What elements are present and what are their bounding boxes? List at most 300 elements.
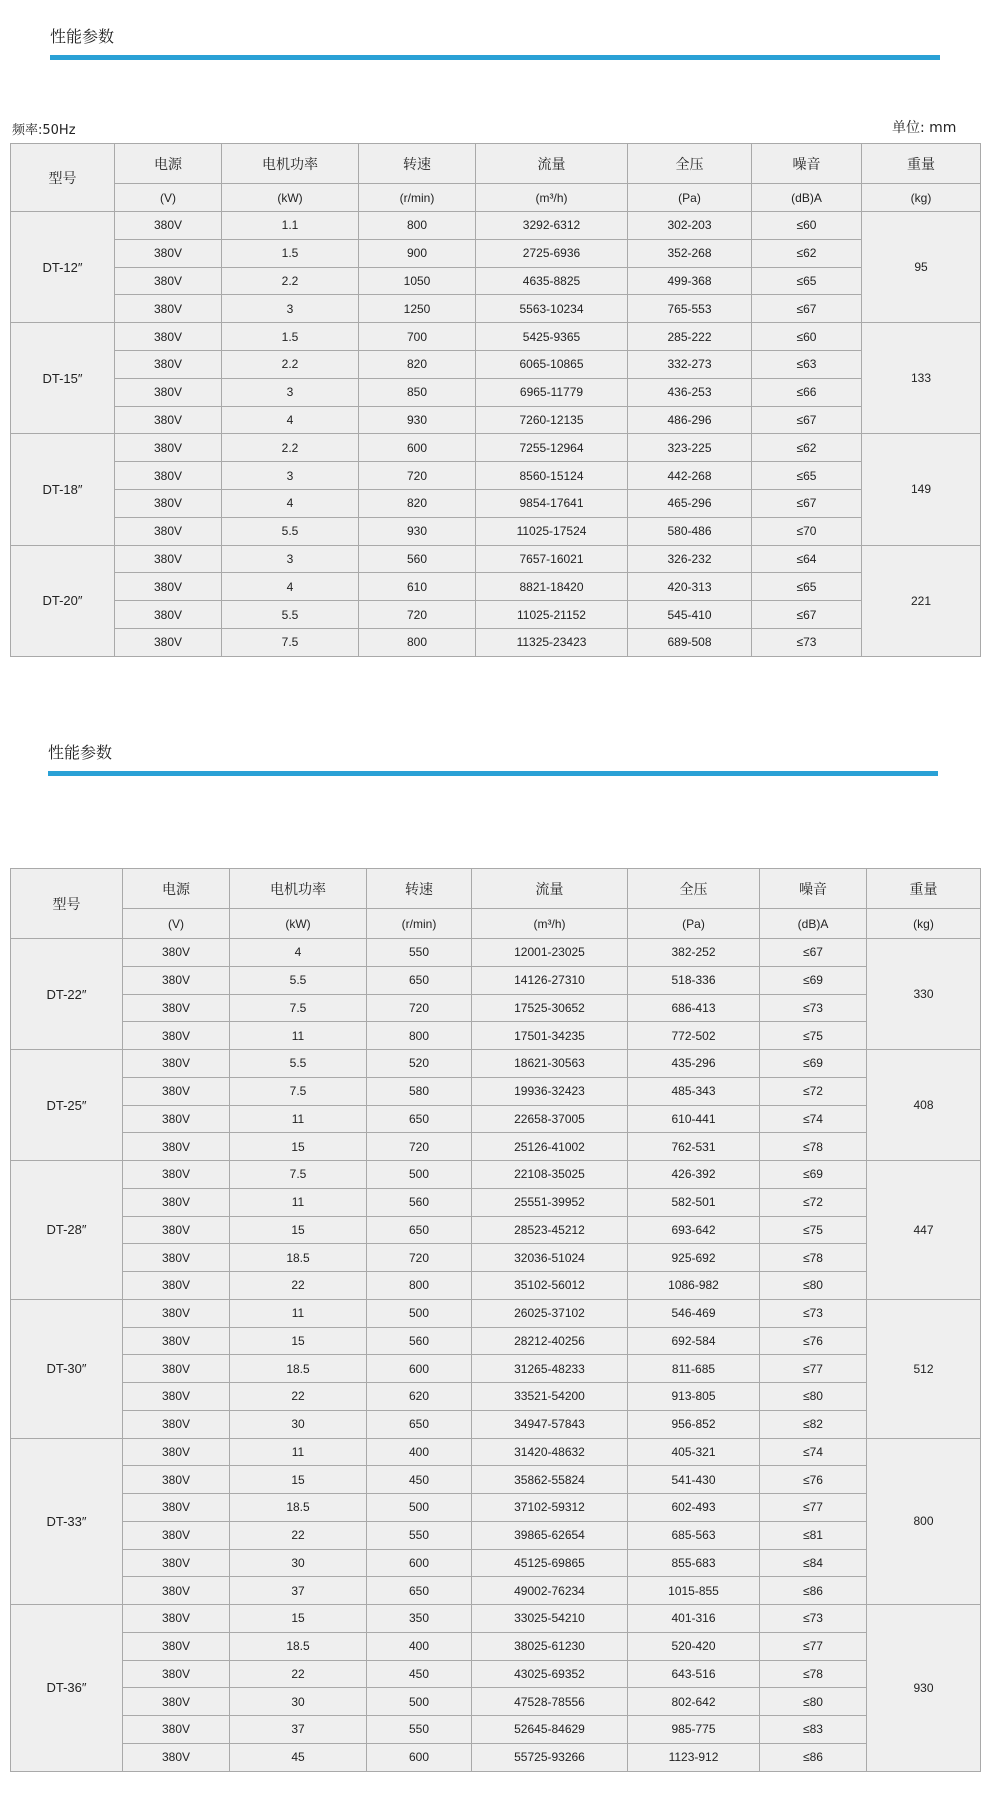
table-cell: 7255-12964 (476, 434, 628, 462)
table-cell: 31420-48632 (472, 1438, 628, 1466)
table-cell: 800 (367, 1022, 472, 1050)
table-cell: 620 (367, 1383, 472, 1411)
section-title-1: 性能参数 (50, 27, 115, 46)
frequency-label: 频率:50Hz (12, 123, 76, 138)
table-cell: 602-493 (628, 1494, 760, 1522)
table-cell: 541-430 (628, 1466, 760, 1494)
section-title-2: 性能参数 (48, 743, 113, 762)
table-cell: 380V (123, 1716, 230, 1744)
table-cell: 31265-48233 (472, 1355, 628, 1383)
table-row (11, 1743, 981, 1771)
table-units-row (11, 909, 981, 939)
header-model: 型号 (11, 869, 123, 939)
header-unit: (Pa) (628, 184, 752, 212)
table-cell: ≤67 (752, 295, 862, 323)
model-cell: DT-22″ (11, 939, 123, 1050)
table-row (11, 1466, 981, 1494)
table-cell: 1086-982 (628, 1272, 760, 1300)
table-cell: 485-343 (628, 1077, 760, 1105)
table-cell: 465-296 (628, 489, 752, 517)
table-row (11, 939, 981, 967)
table-cell: 3292-6312 (476, 212, 628, 240)
table-cell: ≤80 (760, 1383, 867, 1411)
table-cell: 30 (230, 1688, 367, 1716)
header-column: 转速 (359, 144, 476, 184)
table-cell: 560 (367, 1327, 472, 1355)
table-row (11, 1383, 981, 1411)
table-cell: 47528-78556 (472, 1688, 628, 1716)
table-cell: 380V (123, 1244, 230, 1272)
table-cell: 900 (359, 239, 476, 267)
table-cell: 352-268 (628, 239, 752, 267)
table-row (11, 1355, 981, 1383)
table-cell: ≤73 (752, 628, 862, 656)
table-cell: 52645-84629 (472, 1716, 628, 1744)
table-cell: 442-268 (628, 462, 752, 490)
table-row (11, 628, 981, 656)
table-cell: 500 (367, 1161, 472, 1189)
table-cell: 14126-27310 (472, 966, 628, 994)
table-row (11, 1688, 981, 1716)
header-unit: (m³/h) (472, 909, 628, 939)
header-unit: (V) (123, 909, 230, 939)
table-cell: 436-253 (628, 378, 752, 406)
table-cell: 9854-17641 (476, 489, 628, 517)
table-cell: 18.5 (230, 1355, 367, 1383)
table-cell: 4 (222, 406, 359, 434)
table-cell: 5425-9365 (476, 323, 628, 351)
table-cell: 7.5 (230, 1077, 367, 1105)
table-cell: 2.2 (222, 267, 359, 295)
table-row (11, 1438, 981, 1466)
table-cell: 720 (367, 994, 472, 1022)
table-cell: 380V (123, 1688, 230, 1716)
table-cell: 30 (230, 1549, 367, 1577)
table-cell: 15 (230, 1466, 367, 1494)
table-cell: 380V (123, 1188, 230, 1216)
table-cell: 930 (359, 406, 476, 434)
table-cell: 15 (230, 1216, 367, 1244)
table-row (11, 462, 981, 490)
weight-cell: 221 (862, 545, 981, 656)
table-cell: 380V (115, 406, 222, 434)
table-cell: 18.5 (230, 1494, 367, 1522)
weight-cell: 133 (862, 323, 981, 434)
table-cell: 8821-18420 (476, 573, 628, 601)
table-cell: 332-273 (628, 350, 752, 378)
table-cell: ≤80 (760, 1688, 867, 1716)
table-cell: 405-321 (628, 1438, 760, 1466)
table-row (11, 1161, 981, 1189)
table-cell: ≤65 (752, 267, 862, 295)
header-model: 型号 (11, 144, 115, 212)
table-cell: 380V (115, 239, 222, 267)
model-cell: DT-36″ (11, 1605, 123, 1772)
table-cell: 37 (230, 1716, 367, 1744)
table-cell: 380V (123, 1133, 230, 1161)
table-cell: 11025-17524 (476, 517, 628, 545)
table-cell: ≤60 (752, 323, 862, 351)
table-row (11, 1549, 981, 1577)
table-cell: 380V (123, 1050, 230, 1078)
model-cell: DT-18″ (11, 434, 115, 545)
table-cell: 692-584 (628, 1327, 760, 1355)
table-cell: 650 (367, 1577, 472, 1605)
table-cell: 7.5 (222, 628, 359, 656)
table-cell: ≤73 (760, 1299, 867, 1327)
table-cell: 380V (123, 1549, 230, 1577)
weight-cell: 447 (867, 1161, 981, 1300)
table-row (11, 267, 981, 295)
table-cell: 600 (359, 434, 476, 462)
table-header-row (11, 869, 981, 909)
table-cell: 800 (359, 212, 476, 240)
header-column: 电源 (123, 869, 230, 909)
table-cell: 610-441 (628, 1105, 760, 1133)
table-cell: 560 (367, 1188, 472, 1216)
table-cell: 22108-35025 (472, 1161, 628, 1189)
header-column: 全压 (628, 144, 752, 184)
table-cell: 802-642 (628, 1688, 760, 1716)
table-cell: ≤76 (760, 1466, 867, 1494)
table-cell: 380V (115, 323, 222, 351)
header-unit: (r/min) (367, 909, 472, 939)
table-cell: 720 (359, 462, 476, 490)
table-row (11, 1077, 981, 1105)
table-cell: 22 (230, 1383, 367, 1411)
table-cell: ≤60 (752, 212, 862, 240)
table-cell: 772-502 (628, 1022, 760, 1050)
table-cell: 380V (115, 545, 222, 573)
table-cell: 380V (115, 462, 222, 490)
table-cell: 486-296 (628, 406, 752, 434)
table-row (11, 994, 981, 1022)
table-cell: 380V (123, 966, 230, 994)
table-cell: 285-222 (628, 323, 752, 351)
table-cell: 700 (359, 323, 476, 351)
header-column: 电机功率 (230, 869, 367, 909)
table-cell: 382-252 (628, 939, 760, 967)
table-cell: 380V (123, 1299, 230, 1327)
table-cell: 720 (367, 1133, 472, 1161)
table-cell: ≤64 (752, 545, 862, 573)
table-cell: 380V (123, 1632, 230, 1660)
table-cell: 11 (230, 1022, 367, 1050)
header-unit: (kW) (230, 909, 367, 939)
table-cell: 35862-55824 (472, 1466, 628, 1494)
table-cell: 380V (115, 628, 222, 656)
table-cell: ≤63 (752, 350, 862, 378)
table-cell: 302-203 (628, 212, 752, 240)
table-cell: 762-531 (628, 1133, 760, 1161)
table-row (11, 601, 981, 629)
table-cell: 925-692 (628, 1244, 760, 1272)
table-row (11, 1272, 981, 1300)
header-column: 流量 (472, 869, 628, 909)
table-cell: 500 (367, 1494, 472, 1522)
table-cell: 600 (367, 1549, 472, 1577)
table-cell: ≤67 (752, 601, 862, 629)
table-cell: 380V (123, 1521, 230, 1549)
table-cell: 37102-59312 (472, 1494, 628, 1522)
header-unit: (dB)A (760, 909, 867, 939)
table-cell: 380V (123, 1438, 230, 1466)
table-cell: 580-486 (628, 517, 752, 545)
table-row (11, 545, 981, 573)
table-row (11, 1716, 981, 1744)
table-cell: 7657-16021 (476, 545, 628, 573)
table-cell: 17525-30652 (472, 994, 628, 1022)
header-column: 噪音 (760, 869, 867, 909)
table-cell: 546-469 (628, 1299, 760, 1327)
table-row (11, 517, 981, 545)
table-cell: 930 (359, 517, 476, 545)
table-row (11, 1050, 981, 1078)
table-cell: 811-685 (628, 1355, 760, 1383)
table-row (11, 1521, 981, 1549)
table-row (11, 212, 981, 240)
table-row (11, 1410, 981, 1438)
header-column: 噪音 (752, 144, 862, 184)
table-cell: 3 (222, 462, 359, 490)
table-cell: 22658-37005 (472, 1105, 628, 1133)
table-cell: 380V (123, 1605, 230, 1633)
table-cell: 545-410 (628, 601, 752, 629)
table-cell: ≤77 (760, 1494, 867, 1522)
table-cell: 5.5 (230, 1050, 367, 1078)
table-cell: 326-232 (628, 545, 752, 573)
table-cell: 18621-30563 (472, 1050, 628, 1078)
table-cell: 855-683 (628, 1549, 760, 1577)
table-cell: 5.5 (222, 517, 359, 545)
table-cell: 650 (367, 966, 472, 994)
table-cell: ≤65 (752, 573, 862, 601)
table-cell: 38025-61230 (472, 1632, 628, 1660)
table-cell: 426-392 (628, 1161, 760, 1189)
table-cell: ≤80 (760, 1272, 867, 1300)
table-cell: 380V (123, 1577, 230, 1605)
header-column: 转速 (367, 869, 472, 909)
table-cell: 499-368 (628, 267, 752, 295)
table-cell: ≤78 (760, 1244, 867, 1272)
weight-cell: 330 (867, 939, 981, 1050)
header-unit: (r/min) (359, 184, 476, 212)
table-cell: ≤65 (752, 462, 862, 490)
table-row (11, 1216, 981, 1244)
table-cell: 380V (123, 1077, 230, 1105)
table-cell: ≤77 (760, 1355, 867, 1383)
table-cell: 820 (359, 350, 476, 378)
table-cell: 5.5 (222, 601, 359, 629)
table-row (11, 1660, 981, 1688)
header-column: 全压 (628, 869, 760, 909)
table-cell: 5.5 (230, 966, 367, 994)
table-cell: 580 (367, 1077, 472, 1105)
table-cell: ≤78 (760, 1133, 867, 1161)
model-cell: DT-25″ (11, 1050, 123, 1161)
table-row (11, 1494, 981, 1522)
table-row (11, 350, 981, 378)
table-cell: 380V (115, 295, 222, 323)
table-cell: 520-420 (628, 1632, 760, 1660)
table-cell: ≤82 (760, 1410, 867, 1438)
table-cell: 720 (359, 601, 476, 629)
header-column: 流量 (476, 144, 628, 184)
table-cell: 350 (367, 1605, 472, 1633)
table-row (11, 1105, 981, 1133)
table-cell: 689-508 (628, 628, 752, 656)
table-cell: 11 (230, 1438, 367, 1466)
header-unit: (Pa) (628, 909, 760, 939)
title-underline-1 (50, 55, 940, 60)
table-row (11, 1605, 981, 1633)
table-cell: 43025-69352 (472, 1660, 628, 1688)
table-cell: 55725-93266 (472, 1743, 628, 1771)
weight-cell: 512 (867, 1299, 981, 1438)
table-cell: 610 (359, 573, 476, 601)
table-cell: 3 (222, 378, 359, 406)
table-cell: ≤67 (752, 489, 862, 517)
table-cell: 1.1 (222, 212, 359, 240)
table-cell: 33521-54200 (472, 1383, 628, 1411)
table-cell: 323-225 (628, 434, 752, 462)
header-column: 重量 (867, 869, 981, 909)
table-cell: 380V (123, 1410, 230, 1438)
table-units-row (11, 184, 981, 212)
table-cell: 500 (367, 1299, 472, 1327)
table-cell: 22 (230, 1521, 367, 1549)
header-unit: (V) (115, 184, 222, 212)
table-cell: 956-852 (628, 1410, 760, 1438)
table-cell: 820 (359, 489, 476, 517)
table-cell: 800 (359, 628, 476, 656)
table-cell: 550 (367, 939, 472, 967)
table-cell: 1250 (359, 295, 476, 323)
table-cell: 3 (222, 295, 359, 323)
header-unit: (m³/h) (476, 184, 628, 212)
table-row (11, 406, 981, 434)
table-cell: 450 (367, 1660, 472, 1688)
table-cell: 7260-12135 (476, 406, 628, 434)
table-row (11, 1133, 981, 1161)
header-column: 电机功率 (222, 144, 359, 184)
table-cell: 5563-10234 (476, 295, 628, 323)
table-cell: 26025-37102 (472, 1299, 628, 1327)
table-cell: 380V (123, 1660, 230, 1688)
header-column: 电源 (115, 144, 222, 184)
table-row (11, 573, 981, 601)
model-cell: DT-28″ (11, 1161, 123, 1300)
table-cell: 643-516 (628, 1660, 760, 1688)
table-cell: 420-313 (628, 573, 752, 601)
table-cell: 435-296 (628, 1050, 760, 1078)
table-cell: 25126-41002 (472, 1133, 628, 1161)
table-cell: 380V (123, 1355, 230, 1383)
table-cell: 550 (367, 1716, 472, 1744)
table-cell: 765-553 (628, 295, 752, 323)
table-row (11, 1022, 981, 1050)
table-cell: 380V (115, 434, 222, 462)
table-cell: 720 (367, 1244, 472, 1272)
table-cell: 28523-45212 (472, 1216, 628, 1244)
table-cell: 582-501 (628, 1188, 760, 1216)
table-cell: ≤72 (760, 1188, 867, 1216)
table-cell: 1.5 (222, 323, 359, 351)
table-cell: ≤66 (752, 378, 862, 406)
weight-cell: 95 (862, 212, 981, 323)
model-cell: DT-30″ (11, 1299, 123, 1438)
table-cell: 45 (230, 1743, 367, 1771)
table-cell: ≤62 (752, 434, 862, 462)
table-cell: 2725-6936 (476, 239, 628, 267)
table-row (11, 434, 981, 462)
table-cell: 400 (367, 1438, 472, 1466)
table-cell: 32036-51024 (472, 1244, 628, 1272)
performance-table-1 (10, 143, 981, 657)
table-cell: 17501-34235 (472, 1022, 628, 1050)
table-row (11, 1244, 981, 1272)
table-cell: 380V (123, 1216, 230, 1244)
weight-cell: 800 (867, 1438, 981, 1605)
table-cell: 34947-57843 (472, 1410, 628, 1438)
table-cell: 1015-855 (628, 1577, 760, 1605)
table-cell: 15 (230, 1327, 367, 1355)
table-cell: 39865-62654 (472, 1521, 628, 1549)
table-cell: 45125-69865 (472, 1549, 628, 1577)
table-cell: 49002-76234 (472, 1577, 628, 1605)
table-cell: 985-775 (628, 1716, 760, 1744)
table-cell: 22 (230, 1272, 367, 1300)
model-cell: DT-12″ (11, 212, 115, 323)
table-cell: 650 (367, 1410, 472, 1438)
title-underline-2 (48, 771, 938, 776)
table-cell: 1.5 (222, 239, 359, 267)
table-cell: 380V (123, 1022, 230, 1050)
table-cell: 600 (367, 1355, 472, 1383)
table-cell: 380V (123, 1494, 230, 1522)
table-cell: 28212-40256 (472, 1327, 628, 1355)
table-cell: 18.5 (230, 1632, 367, 1660)
table-cell: 850 (359, 378, 476, 406)
table-cell: 18.5 (230, 1244, 367, 1272)
table-cell: ≤73 (760, 994, 867, 1022)
table-cell: 4635-8825 (476, 267, 628, 295)
table-cell: 685-563 (628, 1521, 760, 1549)
table-cell: 11325-23423 (476, 628, 628, 656)
table-cell: 380V (123, 1161, 230, 1189)
table-cell: 380V (123, 939, 230, 967)
table-cell: 380V (115, 378, 222, 406)
table-cell: 400 (367, 1632, 472, 1660)
table-cell: ≤76 (760, 1327, 867, 1355)
table-cell: 380V (115, 489, 222, 517)
header-unit: (dB)A (752, 184, 862, 212)
table-cell: 7.5 (230, 994, 367, 1022)
table-cell: 33025-54210 (472, 1605, 628, 1633)
table-cell: 650 (367, 1216, 472, 1244)
table-row (11, 239, 981, 267)
table-cell: ≤78 (760, 1660, 867, 1688)
table-cell: 650 (367, 1105, 472, 1133)
table-cell: 450 (367, 1466, 472, 1494)
table-cell: 380V (123, 1743, 230, 1771)
table-cell: 1050 (359, 267, 476, 295)
table-cell: 2.2 (222, 434, 359, 462)
table-cell: ≤72 (760, 1077, 867, 1105)
table-cell: 380V (123, 994, 230, 1022)
unit-label: 单位: mm (892, 120, 957, 136)
table-cell: 913-805 (628, 1383, 760, 1411)
